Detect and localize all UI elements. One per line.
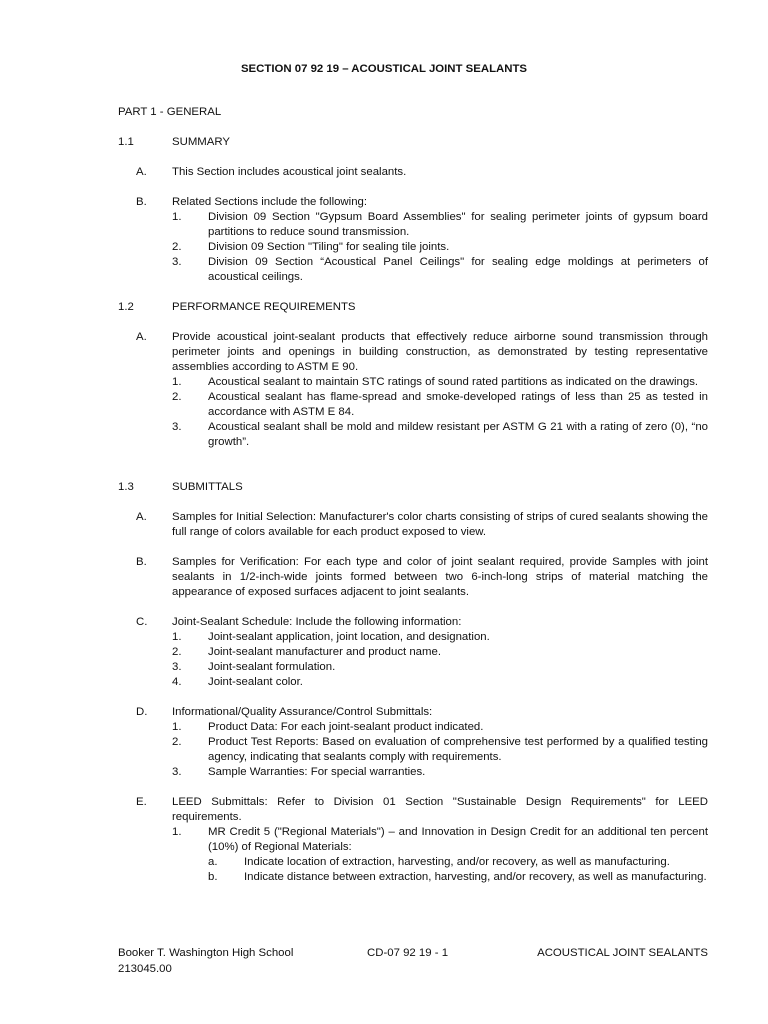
- section-heading: PERFORMANCE REQUIREMENTS: [172, 301, 356, 313]
- list-item: 2. Division 09 Section "Tiling" for sealing tile joints.: [172, 241, 450, 253]
- paragraph-text: Provide acoustical joint-sealant products that effectively reduce airborne sound transmission through perimeter joints and openings in building construction, as demonstrated by testing representative assemblies according to ASTM E 90.: [172, 331, 708, 373]
- paragraph-text: This Section includes acoustical joint sealants.: [172, 166, 407, 178]
- paragraph-text: Informational/Quality Assurance/Control Submittals:: [172, 706, 433, 718]
- section-heading: SUMMARY: [172, 136, 231, 148]
- list-item: 4. Joint-sealant color.: [172, 676, 303, 688]
- paragraph-text: Related Sections include the following:: [172, 196, 368, 208]
- list-item: 3. Sample Warranties: For special warranties.: [172, 766, 426, 778]
- paragraph-text: LEED Submittals: Refer to Division 01 Section "Sustainable Design Requirements" for LEED requirements.: [172, 796, 708, 823]
- list-item: 2. Joint-sealant manufacturer and product name.: [172, 646, 442, 658]
- paragraph-letter: D.: [136, 706, 148, 718]
- paragraph-letter: E.: [136, 796, 147, 808]
- footer-section-name: ACOUSTICAL JOINT SEALANTS: [537, 947, 708, 959]
- list-item: 1. Division 09 Section "Gypsum Board Assemblies" for sealing perimeter joints of gypsum board partitions to reduce sound transmission.: [172, 211, 708, 238]
- part-heading: PART 1 - GENERAL: [118, 106, 222, 118]
- paragraph-1-3-b: [118, 555, 708, 600]
- paragraph-text: Samples for Initial Selection: Manufacturer's color charts consisting of strips of cured sealants showing the full range of colors available for each product exposed to view.: [172, 511, 708, 538]
- section-number: 1.1: [118, 136, 134, 148]
- paragraph-1-3-a: [118, 510, 708, 540]
- paragraph-1-3-e: [118, 795, 708, 885]
- section-title: SECTION 07 92 19 – ACOUSTICAL JOINT SEALANTS: [240, 63, 528, 75]
- section-number: 1.2: [118, 301, 134, 313]
- list-item: 1. Product Data: For each joint-sealant product indicated.: [172, 721, 484, 733]
- paragraph-1-3-c: [118, 615, 708, 690]
- paragraph-letter: C.: [136, 616, 148, 628]
- paragraph-1-1-a: [118, 165, 708, 180]
- footer-page-number: CD-07 92 19 - 1: [367, 947, 449, 959]
- list-item: 2. Acoustical sealant has flame-spread and smoke-developed ratings of less than 25 as tested in accordance with ASTM E 84.: [172, 391, 708, 418]
- section-number: 1.3: [118, 481, 134, 493]
- paragraph-1-2-a: [118, 330, 708, 450]
- paragraph-letter: B.: [136, 196, 147, 208]
- paragraph-letter: A.: [136, 511, 147, 523]
- paragraph-1-1-b: [118, 195, 708, 285]
- paragraph-text: Samples for Verification: For each type and color of joint sealant required, provide Samples with joint sealants in 1/2-inch-wide joints formed between two 6-inch-long strips of material matching the appearance of exposed surfaces adjacent to joint sealants.: [172, 556, 708, 598]
- sub-list-item: b. Indicate distance between extraction, harvesting, and/or recovery, as well as manufacturing.: [208, 871, 707, 883]
- sub-list-item: a. Indicate location of extraction, harvesting, and/or recovery, as well as manufacturing.: [208, 856, 670, 868]
- paragraph-letter: A.: [136, 166, 147, 178]
- paragraph-letter: A.: [136, 331, 147, 343]
- list-item: 2. Product Test Reports: Based on evaluation of comprehensive test performed by a qualified testing agency, indicating that sealants comply with requirements.: [172, 736, 708, 763]
- paragraph-text: Joint-Sealant Schedule: Include the following information:: [172, 616, 462, 628]
- paragraph-1-3-d: [118, 705, 708, 780]
- list-item: 3. Acoustical sealant shall be mold and mildew resistant per ASTM G 21 with a rating of zero (0), “no growth”.: [172, 421, 708, 448]
- paragraph-letter: B.: [136, 556, 147, 568]
- footer-school: Booker T. Washington High School: [118, 947, 294, 959]
- list-item: 3. Joint-sealant formulation.: [172, 661, 336, 673]
- page-footer: [118, 946, 708, 978]
- list-item: 3. Division 09 Section “Acoustical Panel Ceilings" for sealing edge moldings at perimeters of acoustical ceilings.: [172, 256, 708, 283]
- section-heading: SUBMITTALS: [172, 481, 243, 493]
- footer-project-number: 213045.00: [118, 963, 172, 975]
- list-item: 1. MR Credit 5 ("Regional Materials") – and Innovation in Design Credit for an additional ten percent (10%) of Regional Materials:: [172, 826, 708, 853]
- list-item: 1. Joint-sealant application, joint location, and designation.: [172, 631, 490, 643]
- list-item: 1. Acoustical sealant to maintain STC ratings of sound rated partitions as indicated on the drawings.: [172, 376, 699, 388]
